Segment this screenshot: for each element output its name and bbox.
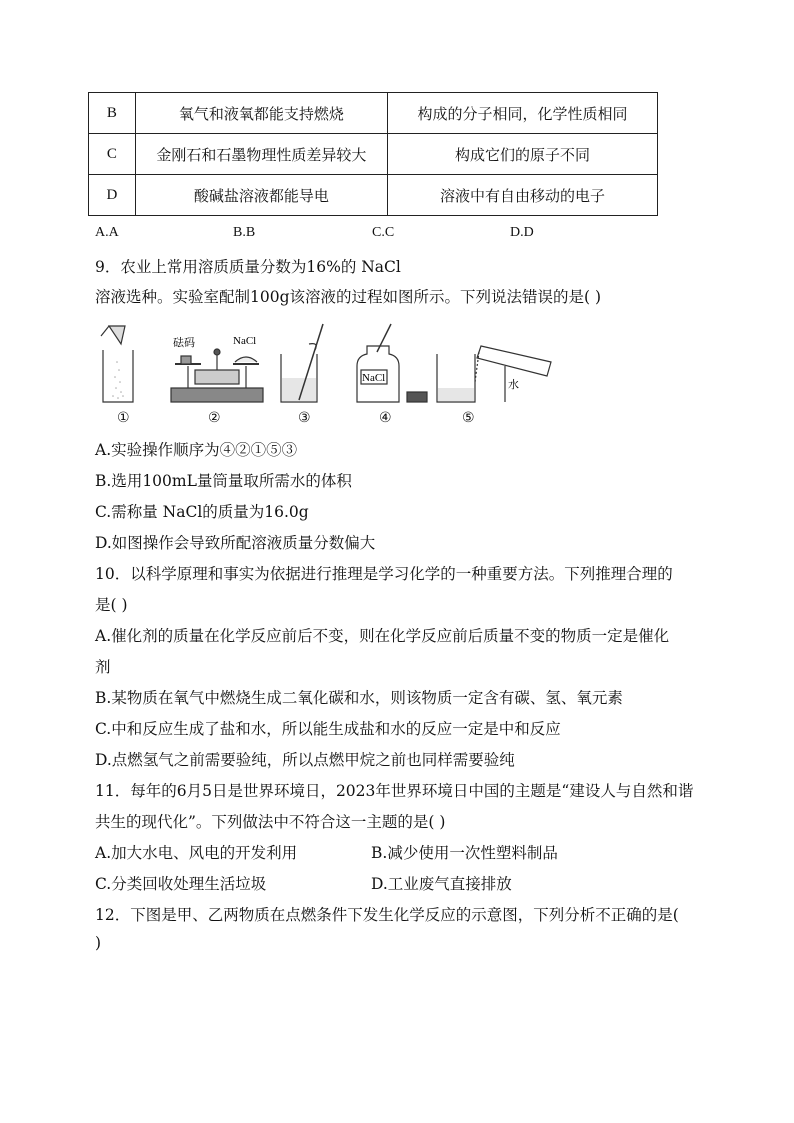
row-fact: 氧气和液氧都能支持燃烧 [135,93,387,134]
row-fact: 酸碱盐溶液都能导电 [135,175,387,216]
q10-option-c[interactable]: C.中和反应生成了盐和水，所以能生成盐和水的反应一定是中和反应 [95,720,561,738]
q11-option-d[interactable]: D.工业废气直接排放 [371,875,512,893]
q10-stem-line2: 是( ) [95,596,128,614]
q9-stem-line1: 9．农业上常用溶质质量分数为16%的 NaCl [95,258,401,276]
q8-option-c[interactable]: C.C [372,225,395,240]
row-explanation: 溶液中有自由移动的电子 [387,175,657,216]
q11-option-a[interactable]: A.加大水电、风电的开发利用 [95,844,298,862]
row-explanation: 构成的分子相同，化学性质相同 [387,93,657,134]
q10-option-a-line2[interactable]: 剂 [95,658,111,676]
graduated-cylinder-icon [437,346,551,402]
step-label-4: ④ [379,410,392,426]
q11-option-c[interactable]: C.分类回收处理生活垃圾 [95,875,267,893]
table-row [89,93,658,134]
q9-option-a[interactable]: A.实验操作顺序为④②①⑤③ [95,441,298,459]
q9-stem-line2: 溶液选种。实验室配制100g该溶液的过程如图所示。下列说法错误的是( ) [95,288,602,306]
water-label: 水 [508,379,519,391]
beaker-icon [101,326,133,402]
row-label: D [89,175,136,216]
q11-stem-line2: 共生的现代化”。下列做法中不符合这一主题的是( ) [95,813,446,831]
stirring-beaker-icon [281,324,323,402]
bottle-label: NaCl [362,372,386,384]
q8-option-b[interactable]: B.B [233,225,256,240]
table-row [89,134,658,175]
q9-option-c[interactable]: C.需称量 NaCl的质量为16.0g [95,503,309,521]
row-explanation: 构成它们的原子不同 [387,134,657,175]
q10-option-b[interactable]: B.某物质在氧气中燃烧生成二氧化碳和水，则该物质一定含有碳、氢、氧元素 [95,689,623,707]
row-label: B [89,93,136,134]
q9-option-b[interactable]: B.选用100mL量筒量取所需水的体积 [95,472,352,490]
row-label: C [89,134,136,175]
table-row [89,175,658,216]
reagent-bottle-icon [357,324,427,402]
step-label-3: ③ [298,410,311,426]
nacl-label: NaCl [233,335,257,347]
solution-prep-figure [95,322,565,432]
q10-option-d[interactable]: D.点燃氢气之前需要验纯，所以点燃甲烷之前也同样需要验纯 [95,751,515,769]
lab-apparatus-illustration [95,322,565,412]
q12-stem-line2: ) [95,934,102,952]
q9-option-d[interactable]: D.如图操作会导致所配溶液质量分数偏大 [95,534,376,552]
q10-option-a-line1[interactable]: A.催化剂的质量在化学反应前后不变，则在化学反应前后质量不变的物质一定是催化 [95,627,670,645]
row-fact: 金刚石和石墨物理性质差异较大 [135,134,387,175]
step-label-2: ② [208,410,221,426]
reasoning-table [88,92,658,216]
q8-option-a[interactable]: A.A [95,225,119,240]
q8-option-d[interactable]: D.D [510,225,534,240]
q12-stem-line1: 12．下图是甲、乙两物质在点燃条件下发生化学反应的示意图，下列分析不正确的是( [95,906,679,924]
q10-stem-line1: 10．以科学原理和事实为依据进行推理是学习化学的一种重要方法。下列推理合理的 [95,565,673,583]
q11-option-b[interactable]: B.减少使用一次性塑料制品 [371,844,558,862]
weights-label: 砝码 [173,337,195,349]
q11-stem-line1: 11．每年的6月5日是世界环境日，2023年世界环境日中国的主题是“建设人与自然和谐 [95,782,694,800]
balance-scale-icon [171,349,263,402]
step-label-1: ① [117,410,130,426]
step-label-5: ⑤ [462,410,475,426]
